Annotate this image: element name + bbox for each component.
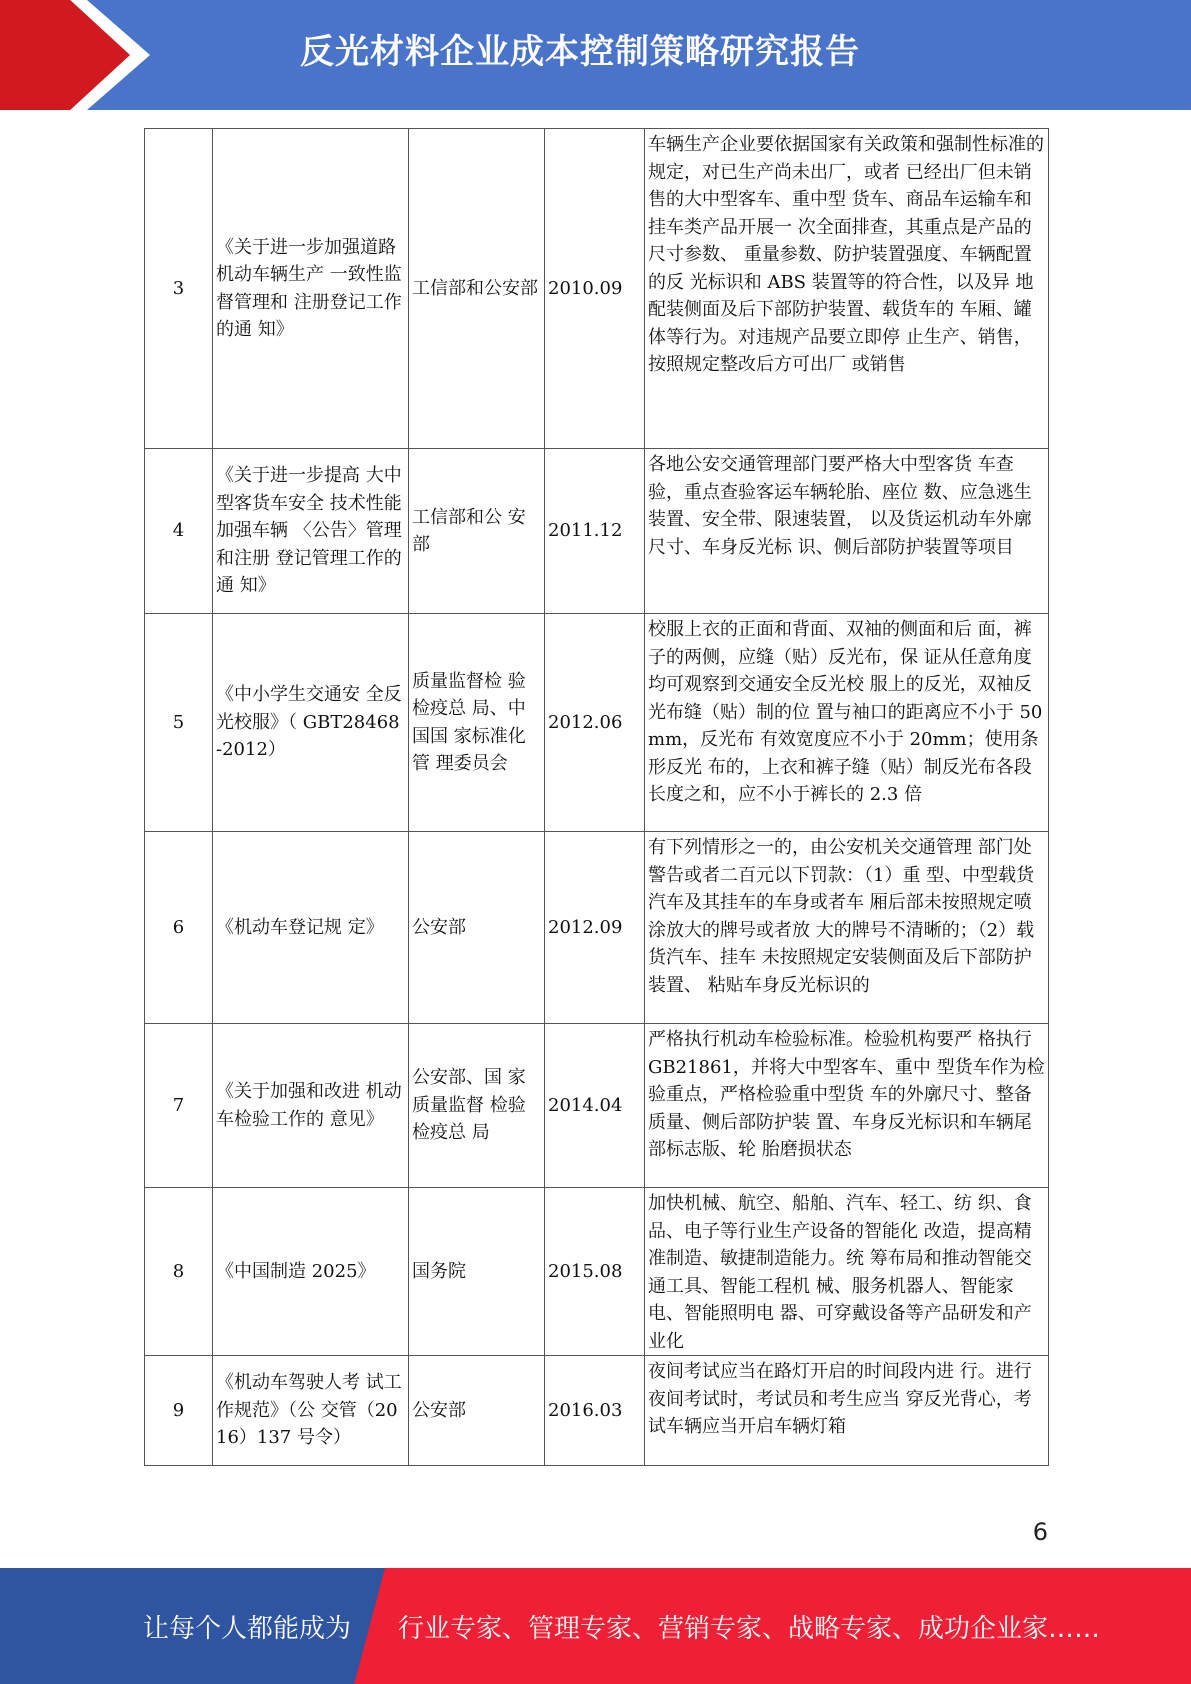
footer-slogan-left: 让每个人都能成为 [143,1614,352,1644]
policy-table [144,128,1049,1466]
page-header [0,0,1191,110]
policy-content: 各地公安交通管理部门要严格大中型客货 车查验，重点查验客运车辆轮胎、座位 数、应急逃生装置、安全带、限速装置， 以及货运机动车外廓尺寸、车身反光标 识、侧后部防护装置等项目 [645,449,1049,614]
policy-name: 《关于进一步加强道路机动车辆生产 一致性监督管理和 注册登记工作的通 知》 [213,129,409,449]
row-number: 9 [145,1356,213,1466]
page-number: 6 [1032,1518,1048,1546]
issue-date: 2011.12 [545,449,645,614]
row-number: 6 [145,832,213,1024]
footer-slogan-right: 行业专家、管理专家、营销专家、战略专家、成功企业家…… [398,1614,1101,1644]
row-number: 5 [145,614,213,832]
issuing-authority: 公安部 [409,1356,545,1466]
row-number: 4 [145,449,213,614]
issue-date: 2016.03 [545,1356,645,1466]
issuing-authority: 国务院 [409,1188,545,1356]
row-number: 3 [145,129,213,449]
table-row [145,1024,1049,1188]
table-row [145,614,1049,832]
policy-name: 《关于加强和改进 机动车检验工作的 意见》 [213,1024,409,1188]
policy-content: 校服上衣的正面和背面、双袖的侧面和后 面，裤子的两侧，应缝（贴）反光布，保 证从任意角度均可观察到交通安全反光校 服上的反光，双袖反光布缝（贴）制的位 置与袖口的距离应不小于 50mm，反光布 有效宽度应不小于 20mm；使用条形反光 布的，上衣和裤子缝（贴）制反光布各段 长度之和，应不小于裤长的 2.3 倍 [645,614,1049,832]
page-footer [0,1568,1191,1684]
issuing-authority: 公安部 [409,832,545,1024]
issuing-authority: 公安部、国 家质量监督 检验检疫总 局 [409,1024,545,1188]
header-red-chevron [0,0,130,110]
policy-name: 《中小学生交通安 全反光校服》（ GBT28468-2012） [213,614,409,832]
policy-content: 加快机械、航空、船舶、汽车、轻工、纺 织、食品、电子等行业生产设备的智能化 改造，提高精准制造、敏捷制造能力。统 筹布局和推动智能交通工具、智能工程机 械、服务机器人、智能家电、智能照明电 器、可穿戴设备等产品研发和产业化 [645,1188,1049,1356]
row-number: 8 [145,1188,213,1356]
policy-name: 《机动车驾驶人考 试工作规范》（公 交管（2016）137 号令） [213,1356,409,1466]
table-row [145,449,1049,614]
table-row [145,1356,1049,1466]
table-row [145,129,1049,449]
issuing-authority: 质量监督检 验检疫总 局、中国国 家标准化管 理委员会 [409,614,545,832]
policy-name: 《机动车登记规 定》 [213,832,409,1024]
policy-content: 严格执行机动车检验标准。检验机构要严 格执行 GB21861，并将大中型客车、重中 型货车作为检验重点，严格检验重中型货 车的外廓尺寸、整备质量、侧后部防护装 置、车身反光标识和车辆尾部标志版、轮 胎磨损状态 [645,1024,1049,1188]
issue-date: 2010.09 [545,129,645,449]
report-title: 反光材料企业成本控制策略研究报告 [300,32,860,72]
policy-content: 夜间考试应当在路灯开启的时间段内进 行。进行夜间考试时，考试员和考生应当 穿反光背心，考试车辆应当开启车辆灯箱 [645,1356,1049,1466]
issue-date: 2012.06 [545,614,645,832]
issue-date: 2014.04 [545,1024,645,1188]
table-row [145,1188,1049,1356]
row-number: 7 [145,1024,213,1188]
policy-name: 《关于进一步提高 大中型客货车安全 技术性能加强车辆 〈公告〉管理和注册 登记管理工作的通 知》 [213,449,409,614]
table-row [145,832,1049,1024]
issuing-authority: 工信部和公 安部 [409,449,545,614]
issue-date: 2012.09 [545,832,645,1024]
policy-name: 《中国制造 2025》 [213,1188,409,1356]
policy-content: 车辆生产企业要依据国家有关政策和强制性标准的规定，对已生产尚未出厂，或者 已经出厂但未销售的大中型客车、重中型 货车、商品车运输车和挂车类产品开展一 次全面排查，其重点是产品的尺寸参数、 重量参数、防护装置强度、车辆配置的反 光标识和 ABS 装置等的符合性，以及异 地配装侧面及后下部防护装置、载货车的 车厢、罐体等行为。对违规产品要立即停 止生产、销售，按照规定整改后方可出厂 或销售 [645,129,1049,449]
policy-content: 有下列情形之一的，由公安机关交通管理 部门处警告或者二百元以下罚款：（1）重 型、中型载货汽车及其挂车的车身或者车 厢后部未按照规定喷涂放大的牌号或者放 大的牌号不清晰的；（2）载货汽车、挂车 未按照规定安装侧面及后下部防护装置、 粘贴车身反光标识的 [645,832,1049,1024]
issue-date: 2015.08 [545,1188,645,1356]
issuing-authority: 工信部和公安部 [409,129,545,449]
